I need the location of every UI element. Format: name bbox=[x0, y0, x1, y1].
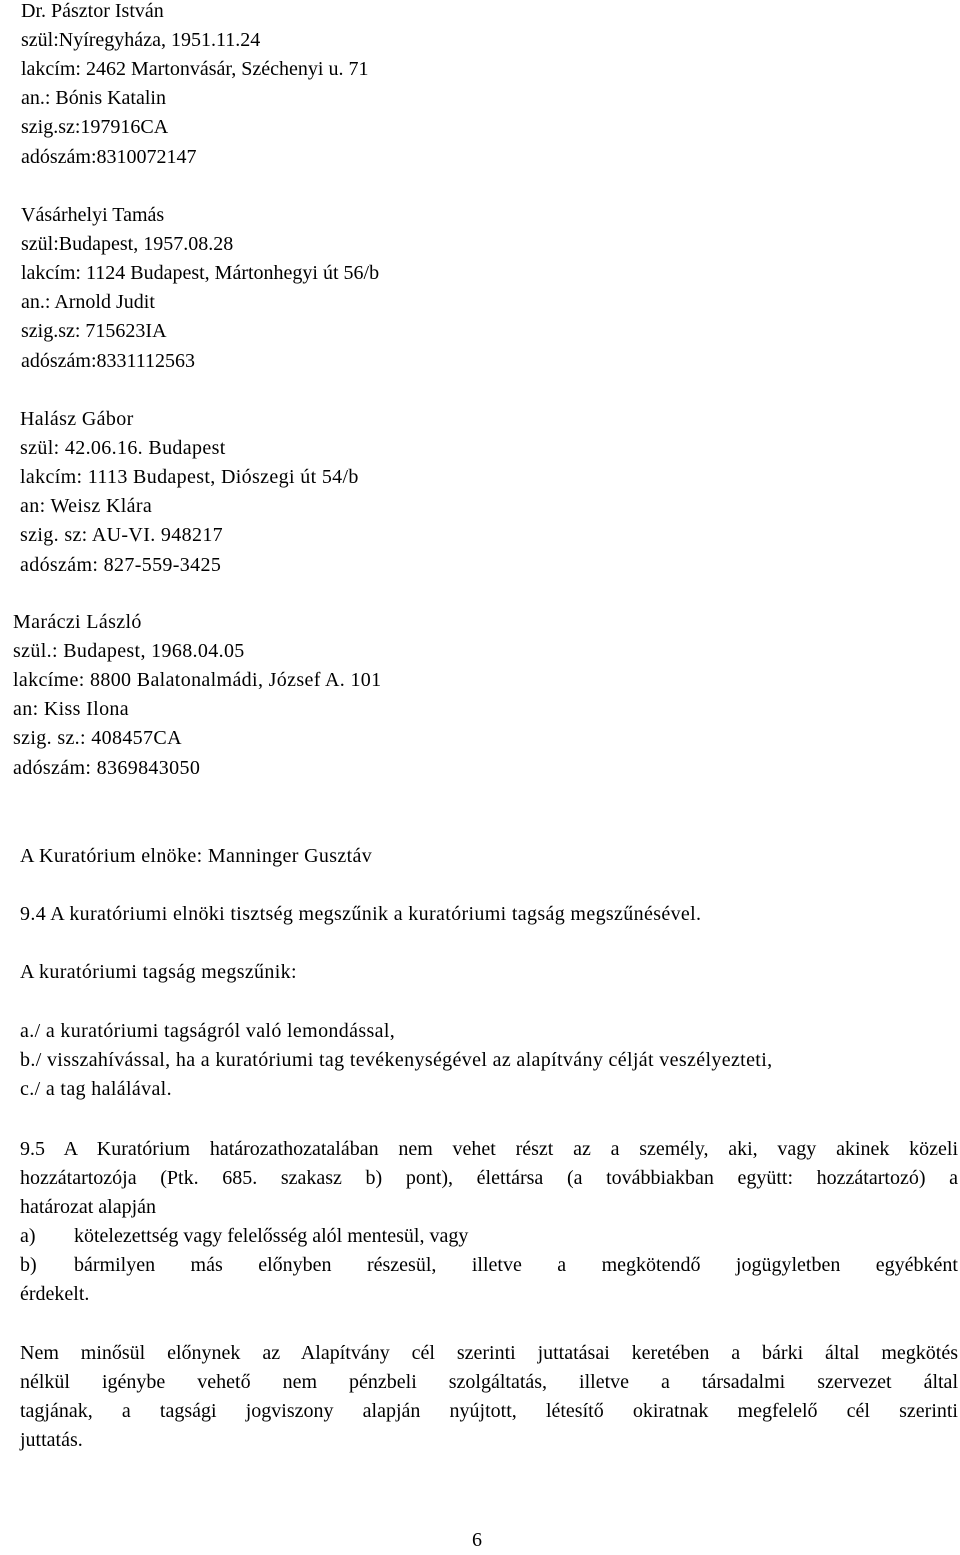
list-item-text: bármilyen más előnyben részesül, illetve a megkötendő jogügyletben egyébként bbox=[74, 1254, 958, 1276]
list-item: a./ a kuratóriumi tagságról való lemondással, bbox=[20, 1020, 396, 1042]
person-id-card: szig.sz:197916CA bbox=[21, 116, 169, 138]
person-id-card: szig. sz: AU-VI. 948217 bbox=[20, 524, 224, 546]
person-id-card: szig. sz.: 408457CA bbox=[13, 727, 182, 749]
person-name: Dr. Pásztor István bbox=[21, 0, 164, 22]
person-mother: an: Kiss Ilona bbox=[13, 698, 129, 720]
paragraph-line: érdekelt. bbox=[20, 1283, 90, 1305]
list-item: b./ visszahívással, ha a kuratóriumi tag tevékenységével az alapítvány célját veszélyezteti, bbox=[20, 1049, 773, 1071]
person-birth: szül.: Budapest, 1968.04.05 bbox=[13, 640, 245, 662]
person-id-card: szig.sz: 715623IA bbox=[21, 320, 167, 342]
list-item: c./ a tag halálával. bbox=[20, 1078, 172, 1100]
paragraph-line: nélkül igénybe vehető nem pénzbeli szolgáltatás, illetve a társadalmi szervezet által bbox=[20, 1371, 958, 1393]
person-birth: szül:Budapest, 1957.08.28 bbox=[21, 233, 234, 255]
list-marker: b) bbox=[20, 1254, 37, 1276]
person-address: lakcím: 1124 Budapest, Mártonhegyi út 56/b bbox=[21, 262, 380, 284]
person-address: lakcím: 1113 Budapest, Diószegi út 54/b bbox=[20, 466, 359, 488]
person-tax-id: adószám: 827-559-3425 bbox=[20, 554, 222, 576]
person-address: lakcíme: 8800 Balatonalmádi, József A. 101 bbox=[13, 669, 382, 691]
page-number: 6 bbox=[472, 1529, 482, 1551]
list-item bbox=[20, 1251, 958, 1280]
person-name: Maráczi László bbox=[13, 611, 142, 633]
paragraph-line: 9.5 A Kuratórium határozathozatalában nem vehet részt az a személy, aki, vagy akinek közeli bbox=[20, 1138, 958, 1160]
person-tax-id: adószám:8310072147 bbox=[21, 146, 197, 168]
paragraph-line: hozzátartozója (Ptk. 685. szakasz b) pont), élettársa (a továbbiakban együtt: hozzátartozó) a bbox=[20, 1167, 958, 1189]
person-tax-id: adószám:8331112563 bbox=[21, 350, 196, 372]
person-tax-id: adószám: 8369843050 bbox=[13, 757, 201, 779]
section-heading: 9.4 A kuratóriumi elnöki tisztség megszűnik a kuratóriumi tagság megszűnésével. bbox=[20, 903, 702, 925]
paragraph-line: határozat alapján bbox=[20, 1196, 157, 1218]
person-name: Halász Gábor bbox=[20, 408, 134, 430]
paragraph-line: juttatás. bbox=[20, 1429, 83, 1451]
person-mother: an: Weisz Klára bbox=[20, 495, 153, 517]
paragraph-line: Nem minősül előnynek az Alapítvány cél szerinti juttatásai keretében a bárki által megkötés bbox=[20, 1342, 958, 1364]
person-mother: an.: Arnold Judit bbox=[21, 291, 155, 313]
paragraph-line: tagjának, a tagsági jogviszony alapján nyújtott, létesítő okiratnak megfelelő cél szerinti bbox=[20, 1400, 958, 1422]
list-item-text: kötelezettség vagy felelősség alól mentesül, vagy bbox=[74, 1225, 469, 1247]
person-name: Vásárhelyi Tamás bbox=[21, 204, 165, 226]
person-birth: szül: 42.06.16. Budapest bbox=[20, 437, 226, 459]
board-chair-line: A Kuratórium elnöke: Manninger Gusztáv bbox=[20, 845, 373, 867]
person-mother: an.: Bónis Katalin bbox=[21, 87, 166, 109]
list-marker: a) bbox=[20, 1225, 36, 1247]
section-subheading: A kuratóriumi tagság megszűnik: bbox=[20, 961, 297, 983]
person-address: lakcím: 2462 Martonvásár, Széchenyi u. 71 bbox=[21, 58, 369, 80]
list-item bbox=[20, 1222, 468, 1251]
person-birth: szül:Nyíregyháza, 1951.11.24 bbox=[21, 29, 261, 51]
